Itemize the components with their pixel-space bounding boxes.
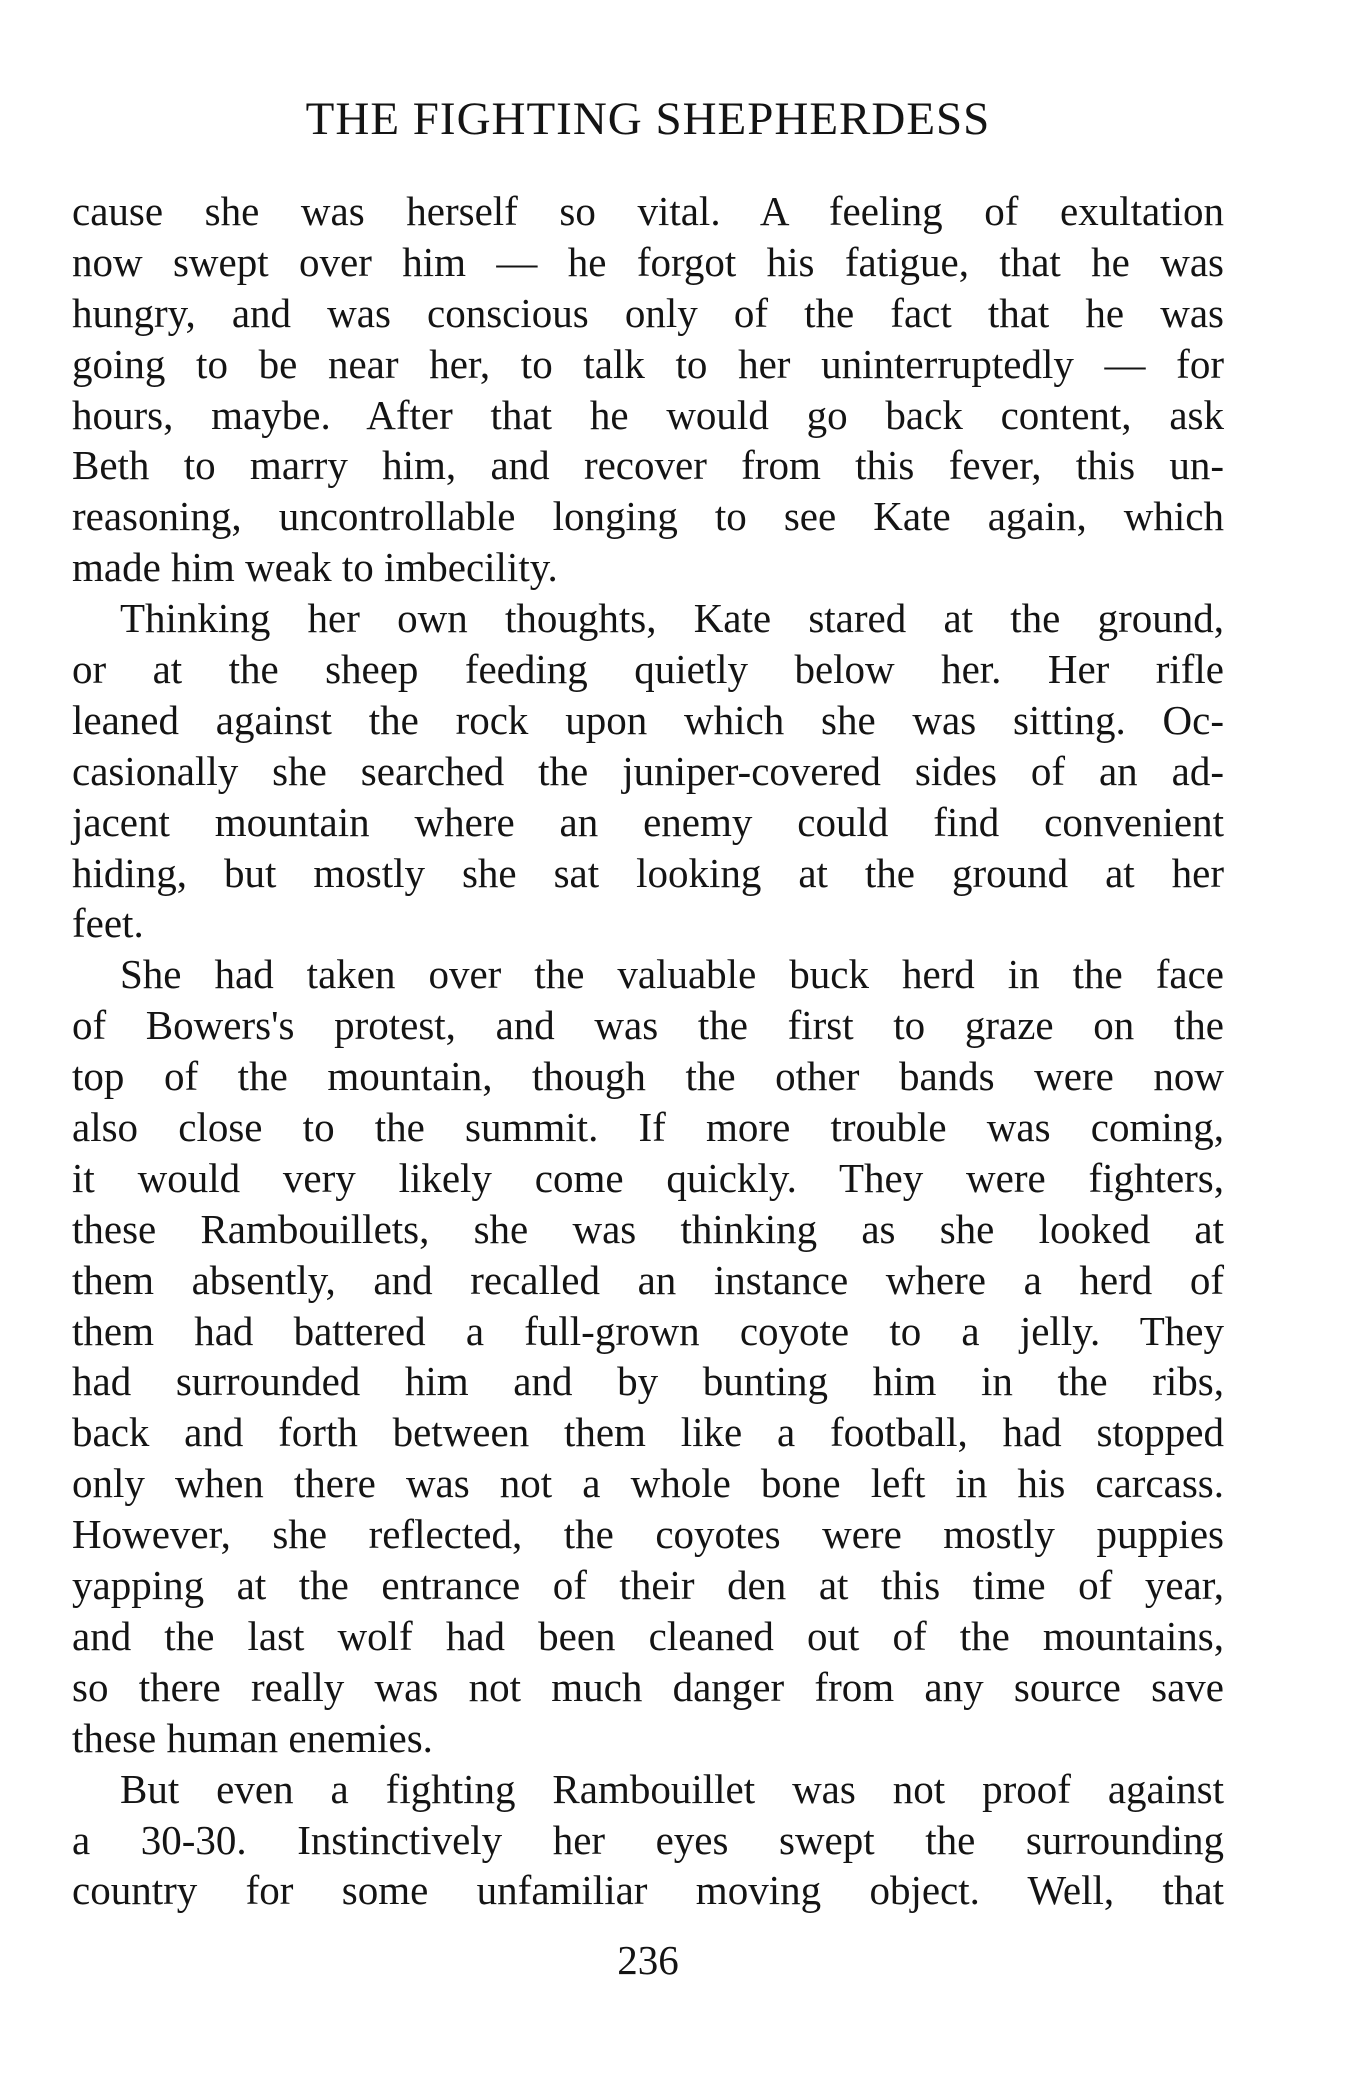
text-line: leaned against the rock upon which she was sitting. Oc- [72,696,1224,743]
text-line: cause she was herself so vital. A feeling of exultation [72,188,1224,234]
text-line: feet. [72,900,144,947]
text-line: them had battered a full-grown coyote to a jelly. They [72,1307,1224,1354]
text-line: also close to the summit. If more trouble was coming, [72,1104,1224,1151]
text-line: them absently, and recalled an instance where a herd of [72,1256,1224,1303]
text-line: of Bowers's protest, and was the first to graze on the [72,1002,1224,1049]
text-line: hours, maybe. After that he would go back content, ask [72,391,1224,438]
text-line: had surrounded him and by bunting him in the ribs, [72,1358,1224,1405]
text-line: it would very likely come quickly. They were fighters, [72,1154,1224,1201]
page-number: 236 [617,1937,679,1983]
book-page [72,0,1224,2076]
text-line: these human enemies. [72,1714,433,1761]
body-text [72,186,1224,1916]
text-line: yapping at the entrance of their den at this time of year, [72,1562,1224,1609]
paragraph-first-line: Thinking her own thoughts, Kate stared at the ground, [120,595,1224,642]
paragraph-first-line: But even a fighting Rambouillet was not proof against [120,1765,1224,1812]
text-line: hiding, but mostly she sat looking at the ground at her [72,849,1224,896]
text-line: reasoning, uncontrollable longing to see Kate again, which [72,493,1224,540]
text-line: or at the sheep feeding quietly below her. Her rifle [72,646,1224,693]
text-line: only when there was not a whole bone left in his carcass. [72,1460,1224,1507]
paragraph-first-line: She had taken over the valuable buck herd in the face [120,951,1224,998]
text-line: However, she reflected, the coyotes were mostly puppies [72,1511,1224,1558]
text-line: and the last wolf had been cleaned out of the mountains, [72,1612,1224,1659]
text-line: so there really was not much danger from any source save [72,1663,1224,1710]
text-line: country for some unfamiliar moving object. Well, that [72,1867,1224,1914]
text-line: going to be near her, to talk to her uninterruptedly — for [72,340,1224,387]
running-head: THE FIGHTING SHEPHERDESS [305,93,991,145]
text-line: top of the mountain, though the other bands were now [72,1053,1224,1100]
text-line: casionally she searched the juniper-covered sides of an ad- [72,747,1224,794]
text-line: Beth to marry him, and recover from this fever, this un- [72,442,1224,489]
text-line: hungry, and was conscious only of the fact that he was [72,289,1224,336]
text-line: back and forth between them like a football, had stopped [72,1409,1224,1456]
text-line: a 30-30. Instinctively her eyes swept the surrounding [72,1816,1224,1863]
text-line: made him weak to imbecility. [72,544,558,591]
text-line: jacent mountain where an enemy could find convenient [72,798,1224,845]
text-line: now swept over him — he forgot his fatigue, that he was [72,238,1224,285]
text-line: these Rambouillets, she was thinking as she looked at [72,1205,1224,1252]
